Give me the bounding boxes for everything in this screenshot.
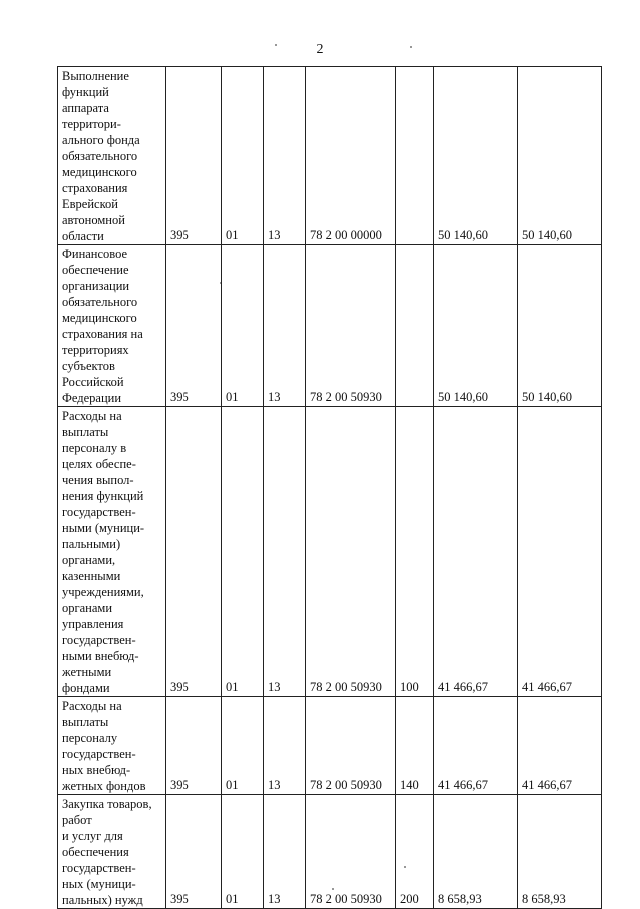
item-name-line: ального фонда (62, 133, 140, 147)
item-name-line: функций (62, 85, 109, 99)
item-name-line: Финансовое (62, 247, 128, 261)
subsection-cell: 13 (264, 245, 306, 407)
item-name-line: Закупка товаров, (62, 797, 152, 811)
amount-year2-cell: 50 140,60 (518, 245, 602, 407)
item-name-line: обеспечения (62, 845, 129, 859)
amount-year2-cell: 41 466,67 (518, 697, 602, 795)
item-name-line: управления (62, 617, 124, 631)
item-name-line: ных внебюд- (62, 763, 131, 777)
item-name-line: Федерации (62, 391, 122, 405)
section-cell: 01 (222, 245, 264, 407)
target-article-cell: 78 2 00 50930 (306, 697, 396, 795)
scan-speck (410, 46, 412, 48)
item-name-cell (58, 407, 166, 697)
page-number: 2 (316, 42, 324, 57)
item-name-line: жетными (62, 665, 112, 679)
item-name-line: государствен- (62, 505, 136, 519)
table-body (58, 67, 602, 909)
item-name-line: органами, (62, 553, 116, 567)
section-cell: 01 (222, 67, 264, 245)
table-row (58, 67, 602, 245)
item-name-line: Выполнение (62, 69, 129, 83)
item-name-line: Еврейской (62, 197, 118, 211)
amount-year2-cell: 50 140,60 (518, 67, 602, 245)
subsection-cell: 13 (264, 407, 306, 697)
item-name-line: ными (муници- (62, 521, 145, 535)
section-cell: 01 (222, 407, 264, 697)
item-name-cell (58, 795, 166, 909)
item-name-line: пальных) нужд (62, 893, 143, 907)
expense-type-cell: 100 (396, 407, 434, 697)
section-cell: 01 (222, 795, 264, 909)
item-name-line: пальными) (62, 537, 121, 551)
item-name-line: выплаты (62, 715, 109, 729)
amount-year2-cell: 8 658,93 (518, 795, 602, 909)
target-article-cell: 78 2 00 00000 (306, 67, 396, 245)
item-name-line: государствен- (62, 747, 136, 761)
table-row (58, 697, 602, 795)
item-name-line: обязательного (62, 295, 138, 309)
item-name-line: обязательного (62, 149, 138, 163)
item-name-line: организации (62, 279, 130, 293)
item-name-line: государствен- (62, 633, 136, 647)
table-row (58, 245, 602, 407)
subsection-cell: 13 (264, 795, 306, 909)
table-row (58, 407, 602, 697)
expense-type-cell: 200 (396, 795, 434, 909)
target-article-cell: 78 2 00 50930 (306, 795, 396, 909)
amount-year2-cell: 41 466,67 (518, 407, 602, 697)
item-name-line: казенными (62, 569, 121, 583)
item-name-line: автономной (62, 213, 125, 227)
target-article-cell: 78 2 00 50930 (306, 407, 396, 697)
item-name-line: обеспечение (62, 263, 129, 277)
item-name-line: территориях (62, 343, 129, 357)
item-name-line: страхования (62, 181, 128, 195)
item-name-line: субъектов (62, 359, 115, 373)
budget-table (57, 66, 602, 909)
amount-year1-cell: 41 466,67 (434, 407, 518, 697)
amount-year1-cell: 8 658,93 (434, 795, 518, 909)
ved-code-cell: 395 (166, 697, 222, 795)
subsection-cell: 13 (264, 67, 306, 245)
item-name-line: медицинского (62, 311, 137, 325)
item-name-line: нения функций (62, 489, 144, 503)
item-name-line: ными внебюд- (62, 649, 139, 663)
amount-year1-cell: 50 140,60 (434, 245, 518, 407)
subsection-cell: 13 (264, 697, 306, 795)
item-name-line: учреждениями, (62, 585, 144, 599)
item-name-line: жетных фондов (62, 779, 146, 793)
item-name-line: и услуг для (62, 829, 123, 843)
scan-speck (275, 44, 277, 46)
ved-code-cell: 395 (166, 245, 222, 407)
item-name-cell (58, 67, 166, 245)
table-row (58, 795, 602, 909)
item-name-line: области (62, 229, 104, 243)
expense-type-cell (396, 67, 434, 245)
target-article-cell: 78 2 00 50930 (306, 245, 396, 407)
item-name-line: страхования на (62, 327, 143, 341)
item-name-line: территори- (62, 117, 121, 131)
ved-code-cell: 395 (166, 407, 222, 697)
item-name-line: аппарата (62, 101, 109, 115)
item-name-line: выплаты (62, 425, 109, 439)
amount-year1-cell: 41 466,67 (434, 697, 518, 795)
expense-type-cell: 140 (396, 697, 434, 795)
section-cell: 01 (222, 697, 264, 795)
ved-code-cell: 395 (166, 67, 222, 245)
item-name-line: Расходы на (62, 409, 122, 423)
item-name-line: Российской (62, 375, 124, 389)
item-name-line: государствен- (62, 861, 136, 875)
item-name-line: работ (62, 813, 92, 827)
item-name-line: чения выпол- (62, 473, 134, 487)
item-name-line: персоналу в (62, 441, 127, 455)
expense-type-cell (396, 245, 434, 407)
item-name-cell (58, 245, 166, 407)
item-name-line: фондами (62, 681, 110, 695)
item-name-line: целях обеспе- (62, 457, 136, 471)
amount-year1-cell: 50 140,60 (434, 67, 518, 245)
item-name-line: персоналу (62, 731, 118, 745)
item-name-line: медицинского (62, 165, 137, 179)
item-name-line: Расходы на (62, 699, 122, 713)
item-name-cell (58, 697, 166, 795)
ved-code-cell: 395 (166, 795, 222, 909)
item-name-line: органами (62, 601, 113, 615)
item-name-line: ных (муници- (62, 877, 136, 891)
